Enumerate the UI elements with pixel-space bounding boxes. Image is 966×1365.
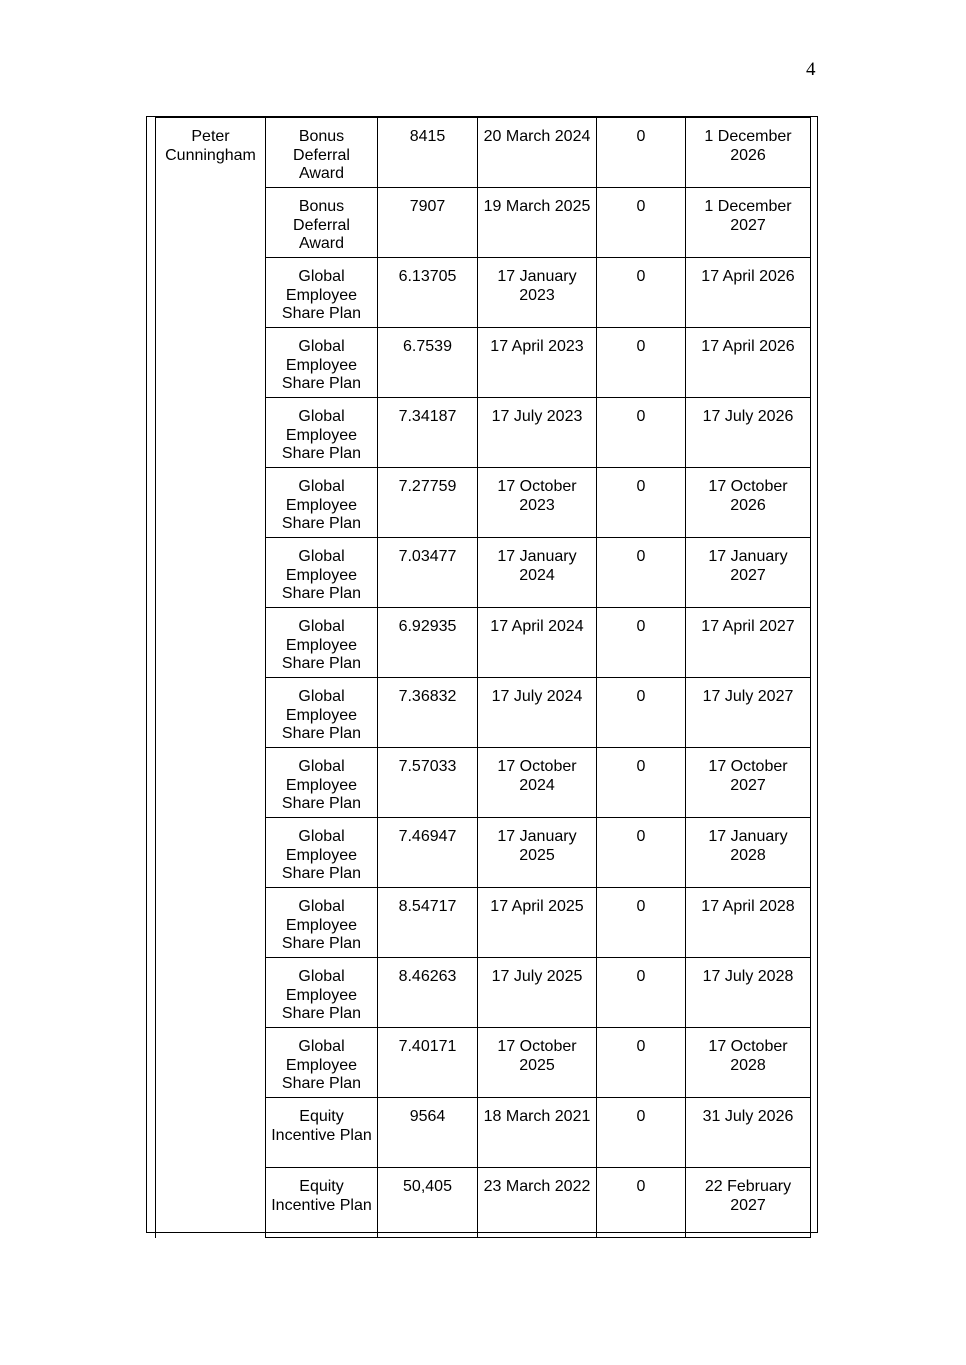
grant-date-cell: 17 April 2025 [478,888,597,958]
shares-cell: 8.54717 [378,888,478,958]
exercise-cell: 0 [597,748,686,818]
exercise-cell: 0 [597,398,686,468]
plan-cell: Global Employee Share Plan [266,958,378,1028]
grant-date-cell: 17 April 2023 [478,328,597,398]
plan-cell: Global Employee Share Plan [266,608,378,678]
grant-date-cell: 23 March 2022 [478,1168,597,1238]
exercise-cell: 0 [597,1168,686,1238]
grant-date-cell: 17 October 2023 [478,468,597,538]
shares-cell: 9564 [378,1098,478,1168]
plan-cell: Bonus Deferral Award [266,118,378,188]
grant-date-cell: 17 January 2025 [478,818,597,888]
shares-cell: 50,405 [378,1168,478,1238]
vest-date-cell: 17 April 2026 [686,328,811,398]
shares-cell: 8415 [378,118,478,188]
plan-cell: Bonus Deferral Award [266,188,378,258]
vest-date-cell: 17 July 2026 [686,398,811,468]
share-awards-table [155,117,811,1238]
grant-date-cell: 20 March 2024 [478,118,597,188]
person-name-cell: Peter Cunningham [156,118,266,1238]
plan-cell: Global Employee Share Plan [266,678,378,748]
exercise-cell: 0 [597,468,686,538]
vest-date-cell: 17 April 2026 [686,258,811,328]
shares-cell: 6.13705 [378,258,478,328]
vest-date-cell: 1 December 2027 [686,188,811,258]
exercise-cell: 0 [597,1098,686,1168]
plan-cell: Global Employee Share Plan [266,398,378,468]
exercise-cell: 0 [597,818,686,888]
grant-date-cell: 17 July 2025 [478,958,597,1028]
shares-cell: 7.46947 [378,818,478,888]
shares-cell: 7907 [378,188,478,258]
grant-date-cell: 17 July 2024 [478,678,597,748]
shares-cell: 7.36832 [378,678,478,748]
grant-date-cell: 17 January 2024 [478,538,597,608]
exercise-cell: 0 [597,678,686,748]
vest-date-cell: 17 October 2027 [686,748,811,818]
grant-date-cell: 17 January 2023 [478,258,597,328]
shares-cell: 7.27759 [378,468,478,538]
exercise-cell: 0 [597,888,686,958]
exercise-cell: 0 [597,1028,686,1098]
table-row [156,118,811,188]
plan-cell: Global Employee Share Plan [266,258,378,328]
exercise-cell: 0 [597,188,686,258]
shares-cell: 6.92935 [378,608,478,678]
grant-date-cell: 17 April 2024 [478,608,597,678]
plan-cell: Global Employee Share Plan [266,538,378,608]
exercise-cell: 0 [597,608,686,678]
plan-cell: Global Employee Share Plan [266,328,378,398]
vest-date-cell: 31 July 2026 [686,1098,811,1168]
plan-cell: Global Employee Share Plan [266,468,378,538]
shares-cell: 7.34187 [378,398,478,468]
plan-cell: Equity Incentive Plan [266,1168,378,1238]
plan-cell: Global Employee Share Plan [266,748,378,818]
plan-cell: Global Employee Share Plan [266,818,378,888]
shares-cell: 6.7539 [378,328,478,398]
vest-date-cell: 17 April 2028 [686,888,811,958]
grant-date-cell: 18 March 2021 [478,1098,597,1168]
vest-date-cell: 17 October 2026 [686,468,811,538]
shares-cell: 7.57033 [378,748,478,818]
shares-cell: 7.03477 [378,538,478,608]
grant-date-cell: 17 July 2023 [478,398,597,468]
vest-date-cell: 17 January 2028 [686,818,811,888]
shares-cell: 8.46263 [378,958,478,1028]
shares-cell: 7.40171 [378,1028,478,1098]
grant-date-cell: 19 March 2025 [478,188,597,258]
plan-cell: Equity Incentive Plan [266,1098,378,1168]
exercise-cell: 0 [597,958,686,1028]
vest-date-cell: 22 February 2027 [686,1168,811,1238]
plan-cell: Global Employee Share Plan [266,888,378,958]
exercise-cell: 0 [597,538,686,608]
exercise-cell: 0 [597,118,686,188]
vest-date-cell: 17 July 2027 [686,678,811,748]
grant-date-cell: 17 October 2024 [478,748,597,818]
vest-date-cell: 17 July 2028 [686,958,811,1028]
plan-cell: Global Employee Share Plan [266,1028,378,1098]
vest-date-cell: 17 October 2028 [686,1028,811,1098]
exercise-cell: 0 [597,328,686,398]
vest-date-cell: 1 December 2026 [686,118,811,188]
grant-date-cell: 17 October 2025 [478,1028,597,1098]
page-number: 4 [806,59,816,80]
vest-date-cell: 17 April 2027 [686,608,811,678]
exercise-cell: 0 [597,258,686,328]
vest-date-cell: 17 January 2027 [686,538,811,608]
